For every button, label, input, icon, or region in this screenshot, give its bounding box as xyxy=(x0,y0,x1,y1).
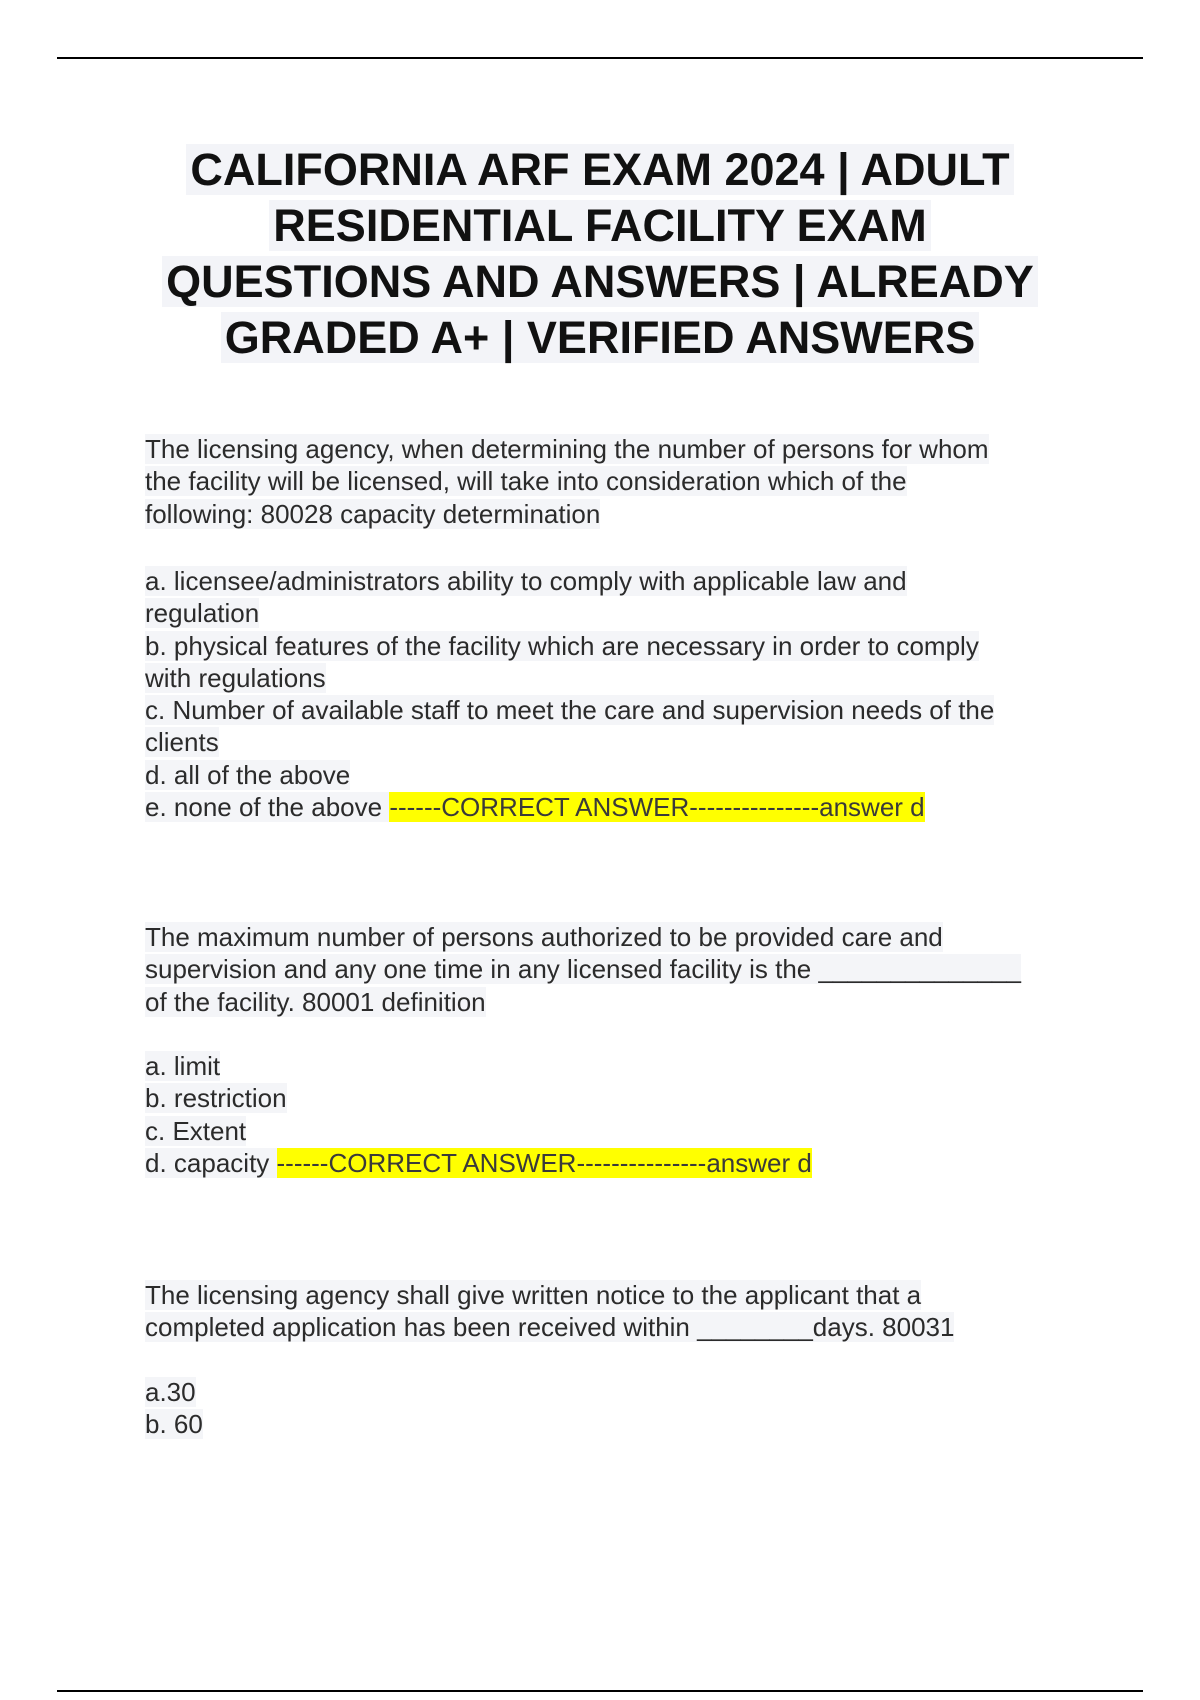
question-3-options xyxy=(145,1376,1085,1441)
option-line: regulation xyxy=(145,598,260,629)
option-line: b. physical features of the facility which are necessary in order to comply xyxy=(145,630,979,661)
option-line: d. all of the above xyxy=(145,759,351,790)
bottom-rule xyxy=(57,1690,1143,1692)
document-title xyxy=(100,142,1100,366)
prompt-line: The licensing agency shall give written notice to the applicant that a xyxy=(145,1280,922,1310)
option-line: e. none of the above xyxy=(145,792,390,823)
option-line: b. restriction xyxy=(145,1083,287,1114)
prompt-line: The licensing agency, when determining the number of persons for whom xyxy=(145,434,989,464)
title-line: GRADED A+ | VERIFIED ANSWERS xyxy=(221,312,980,363)
prompt-line: of the facility. 80001 definition xyxy=(145,986,486,1017)
option-line: c. Extent xyxy=(145,1115,247,1146)
question-1-options xyxy=(145,565,1085,823)
title-line: RESIDENTIAL FACILITY EXAM xyxy=(269,200,930,251)
prompt-line: following: 80028 capacity determination xyxy=(145,498,601,529)
prompt-line: The maximum number of persons authorized to be provided care and xyxy=(145,922,943,952)
option-line: d. capacity xyxy=(145,1147,277,1178)
option-line: a. licensee/administrators ability to comply with applicable law and xyxy=(145,566,907,596)
title-line: CALIFORNIA ARF EXAM 2024 | ADULT xyxy=(186,144,1013,195)
option-line: a. limit xyxy=(145,1051,221,1081)
option-line: c. Number of available staff to meet the care and supervision needs of the xyxy=(145,695,995,726)
question-2-options xyxy=(145,1050,1085,1179)
prompt-line: supervision and any one time in any licensed facility is the ______________ xyxy=(145,954,1021,985)
option-line: with regulations xyxy=(145,662,326,693)
question-2-prompt xyxy=(145,921,1085,1018)
prompt-line: completed application has been received within ________days. 80031 xyxy=(145,1312,955,1343)
option-line: clients xyxy=(145,727,219,758)
top-rule xyxy=(57,57,1143,59)
option-line: b. 60 xyxy=(145,1409,203,1440)
option-line: a.30 xyxy=(145,1377,196,1407)
title-line: QUESTIONS AND ANSWERS | ALREADY xyxy=(162,256,1038,307)
correct-answer-highlight: ------CORRECT ANSWER---------------answer d xyxy=(276,1147,812,1178)
question-3-prompt xyxy=(145,1279,1085,1344)
prompt-line: the facility will be licensed, will take into consideration which of the xyxy=(145,466,907,497)
question-1-prompt xyxy=(145,433,1085,530)
correct-answer-highlight: ------CORRECT ANSWER---------------answer d xyxy=(389,792,925,823)
